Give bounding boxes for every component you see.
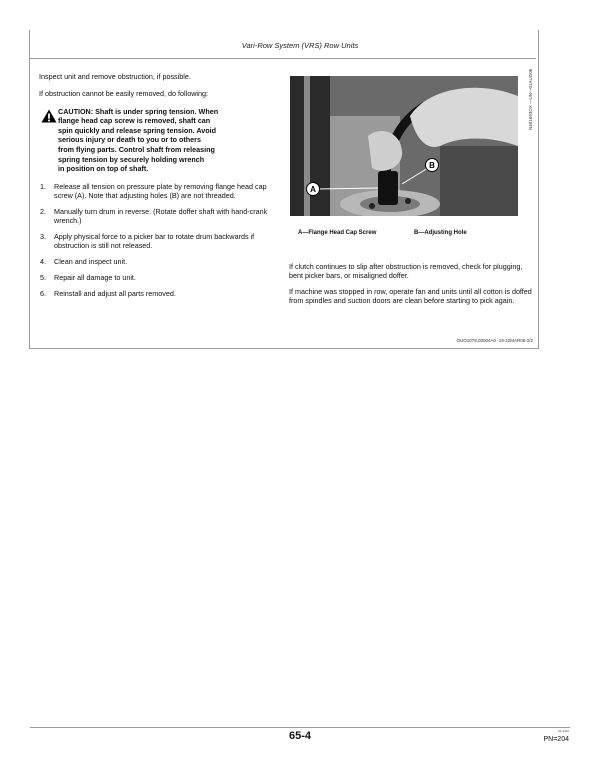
right-paragraph-1: If clutch continues to slip after obstruction is removed, check for plugging, bent picker bars, or misaligned doffer. xyxy=(289,262,523,281)
step-text: Reinstall and adjust all parts removed. xyxy=(54,288,176,298)
procedure-steps xyxy=(39,182,274,298)
step-number: 2. xyxy=(40,206,46,216)
step-item xyxy=(39,232,274,251)
step-number: 4. xyxy=(40,257,46,267)
caution-block xyxy=(39,107,274,174)
step-number: 5. xyxy=(40,272,46,282)
intro-paragraph-2: If obstruction cannot be easily removed, do following: xyxy=(39,89,209,99)
step-item xyxy=(39,273,274,282)
caution-line: from flying parts. Control shaft from releasing xyxy=(58,144,215,154)
title-divider xyxy=(30,58,536,59)
callout-b: B xyxy=(429,161,435,170)
step-text: Repair all damage to unit. xyxy=(54,272,136,282)
caution-line: in position on top of shaft. xyxy=(58,164,149,174)
page-number: 65-4 xyxy=(288,730,312,742)
caption-b: B—Adjusting Hole xyxy=(414,230,467,236)
right-paragraph-2: If machine was stopped in row, operate fan and units until all cotton is doffed from spindles and suction doors are clean before starting to pick again. xyxy=(289,286,532,305)
step-number: 6. xyxy=(40,288,46,298)
left-column xyxy=(39,72,274,304)
intro-paragraph-1: Inspect unit and remove obstruction, if possible. xyxy=(39,72,191,81)
figure-code: N401693OX —UN—01AUG06 xyxy=(528,68,533,130)
step-number: 3. xyxy=(40,231,46,241)
caution-line: flange head cap screw is removed, shaft can xyxy=(58,116,211,126)
caution-line: spring tension by securely holding wrench xyxy=(58,154,205,164)
document-code: OUO1078,00004A0 -19-22MAR06-2/2 xyxy=(456,338,533,343)
step-text: Apply physical force to a picker bar to rotate drum backwards if obstruction is still not released. xyxy=(54,231,255,251)
footer-small-code: 06-3406 xyxy=(557,729,569,733)
caution-line: CAUTION: Shaft is under spring tension. When xyxy=(58,106,219,116)
right-column xyxy=(289,262,534,311)
caution-line: serious injury or death to you or to others xyxy=(58,135,201,145)
shaft-wrench-photo xyxy=(290,76,518,216)
callout-a: A xyxy=(310,185,316,194)
step-item xyxy=(39,182,274,201)
caption-a: A—Flange Head Cap Screw xyxy=(298,230,377,236)
footer-divider xyxy=(30,727,570,728)
warning-triangle-icon xyxy=(41,109,57,123)
step-text: Manually turn drum in reverse. (Rotate doffer shaft with hand-crank wrench.) xyxy=(54,206,268,226)
step-number: 1. xyxy=(40,181,46,191)
step-text: Release all tension on pressure plate by removing flange head cap screw (A). Note that adjusting holes (B) are not threaded. xyxy=(54,181,267,201)
page-title: Vari-Row System (VRS) Row Units xyxy=(241,41,359,50)
part-number: PN=204 xyxy=(543,736,569,743)
step-text: Clean and inspect unit. xyxy=(54,257,128,267)
step-item xyxy=(39,289,274,298)
caution-line: spin quickly and release spring tension. Avoid xyxy=(58,125,217,135)
step-item xyxy=(39,207,274,226)
step-item xyxy=(39,257,274,266)
